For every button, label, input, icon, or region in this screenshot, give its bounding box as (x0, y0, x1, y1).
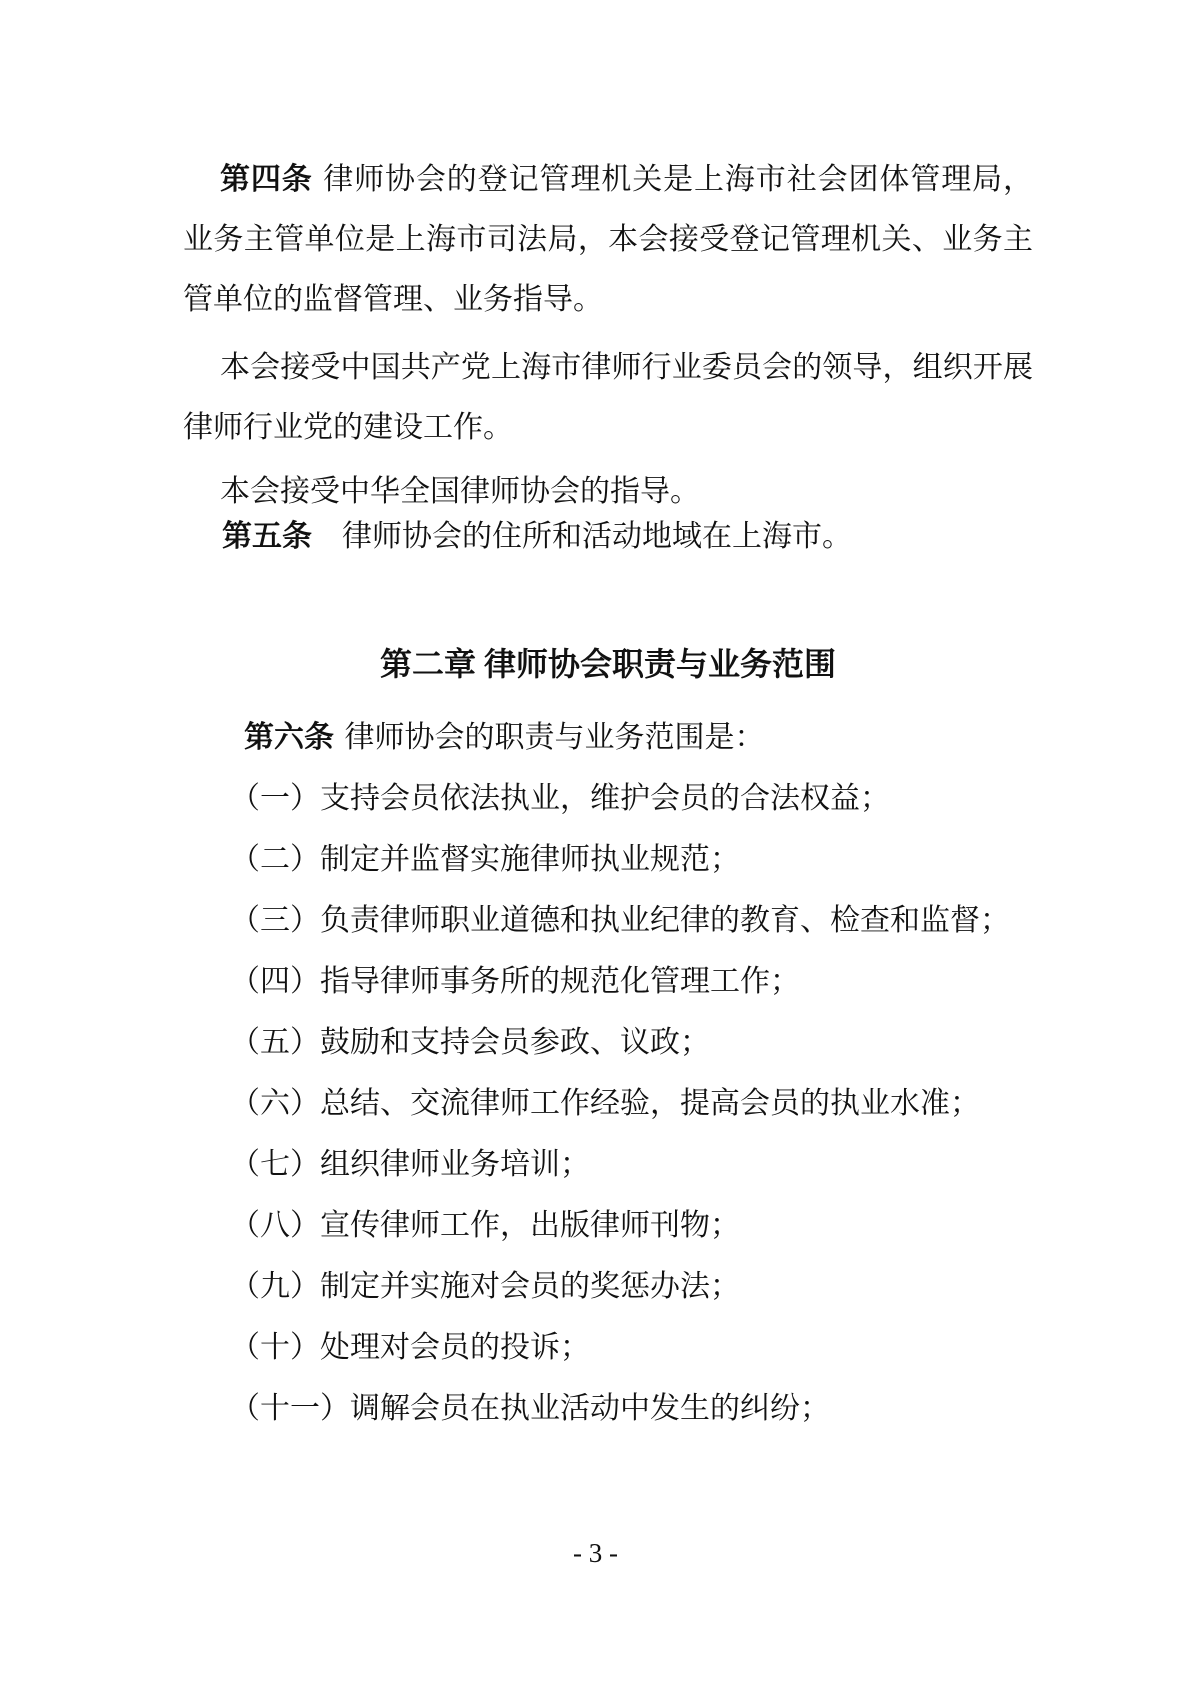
article-4-label: 第四条 (220, 163, 313, 196)
page-number: - 3 - (573, 1538, 618, 1568)
duty-item-8: （八）宣传律师工作，出版律师刊物； (230, 1209, 740, 1242)
article-6-label: 第六条 (244, 721, 334, 754)
duty-item-11: （十一）调解会员在执业活动中发生的纠纷； (230, 1392, 830, 1425)
duty-item-5: （五）鼓励和支持会员参政、议政； (230, 1026, 710, 1059)
duty-item-1: （一）支持会员依法执业，维护会员的合法权益； (230, 782, 890, 815)
duty-list (183, 768, 1033, 1439)
article-6-text: 律师协会的职责与业务范围是： (344, 721, 765, 754)
chapter-2-heading: 第二章 律师协会职责与业务范围 (379, 646, 836, 682)
duty-item-2: （二）制定并监督实施律师执业规范； (230, 843, 740, 876)
national-association-paragraph: 本会接受中华全国律师协会的指导。 (220, 475, 700, 508)
article-5-paragraph (183, 507, 1033, 567)
party-leadership-paragraph: 本会接受中国共产党上海市律师行业委员会的领导，组织开展律师行业党的建设工作。 (183, 351, 1033, 444)
article-6-paragraph (183, 708, 1033, 768)
article-5-label: 第五条 (222, 520, 312, 553)
duty-item-4: （四）指导律师事务所的规范化管理工作； (230, 965, 800, 998)
article-5-text: 律师协会的住所和活动地域在上海市。 (342, 520, 852, 553)
duty-item-10: （十）处理对会员的投诉； (230, 1331, 590, 1364)
duty-item-9: （九）制定并实施对会员的奖惩办法； (230, 1270, 740, 1303)
article-4-text: 律师协会的登记管理机关是上海市社会团体管理局，业务主管单位是上海市司法局，本会接受登记管理机关、业务主管单位的监督管理、业务指导。 (183, 163, 1034, 316)
duty-item-7: （七）组织律师业务培训； (230, 1148, 590, 1181)
duty-item-6: （六）总结、交流律师工作经验，提高会员的执业水准； (230, 1087, 980, 1120)
article-4-paragraph (183, 150, 1033, 330)
duty-item-3: （三）负责律师职业道德和执业纪律的教育、检查和监督； (230, 904, 1010, 937)
